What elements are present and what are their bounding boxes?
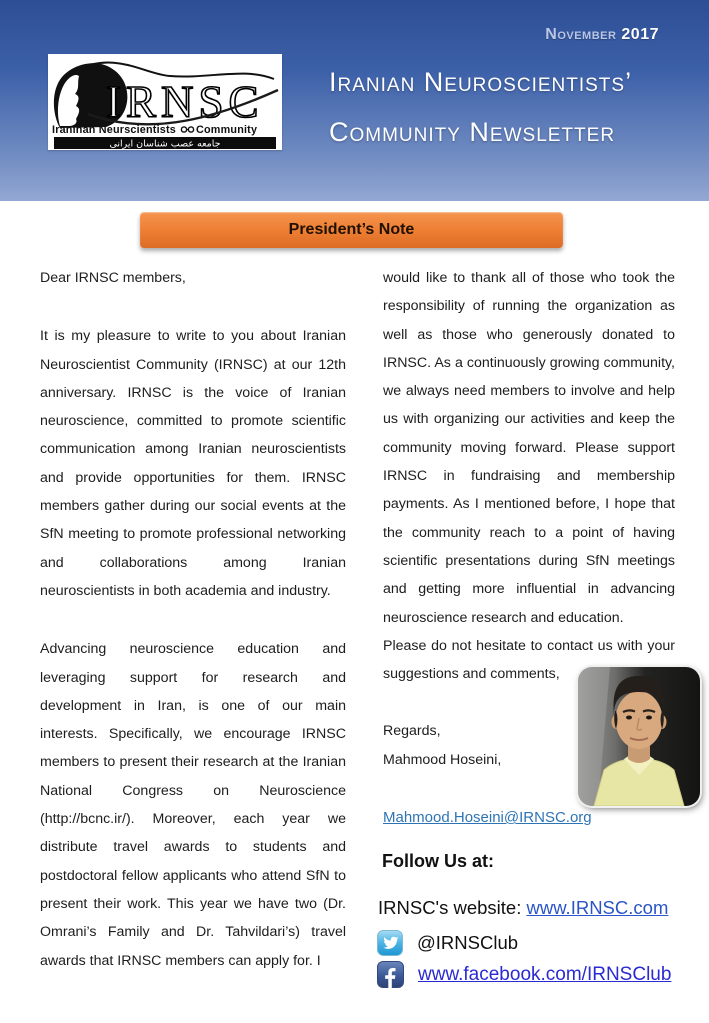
issue-year: 2017 — [621, 26, 659, 43]
president-photo-artwork — [578, 667, 700, 806]
banner-label: President’s Note — [288, 221, 415, 238]
presidents-note-banner — [140, 212, 563, 248]
header — [0, 0, 709, 201]
twitter-icon — [377, 930, 403, 956]
logo-acronym: IRNSC — [106, 77, 264, 127]
paragraph: would like to thank all of those who took the responsibility of running the organization as well as those who generously donated to IRNSC. As a continuously growing community, we always need members to involve and help us with organizing our activities and keep the community moving forward. Please support IRNSC in fundraising and membership payments. As I mentioned before, I hope that the community reach to a point of having scientific presentations during SfN meetings and getting more influential in advancing neuroscience research and education. — [383, 270, 675, 626]
paragraph: It is my pleasure to write to you about Iranian Neuroscientist Community (IRNSC) at our 12th anniversary. IRNSC is the voice of Iranian neuroscience, committed to promote scientific communication among Iranian neuroscientists and provide opportunities for them. IRNSC members gather during our social events at the SfN meeting to promote professional networking and collaborations among Iranian neuroscientists in both academia and industry. — [40, 328, 346, 599]
logo-subtitle-right: Community — [196, 124, 258, 136]
issue-month: November — [545, 26, 617, 43]
salutation: Dear IRNSC members, — [40, 270, 186, 286]
paragraph: Please do not hesitate to contact us with your suggestions and comments, — [383, 637, 675, 683]
newsletter-logo — [48, 54, 282, 150]
title-line-2: Community Newsletter — [329, 117, 616, 147]
regards-line: Regards, — [383, 723, 441, 740]
facebook-link[interactable]: www.facebook.com/IRNSClub — [418, 963, 672, 985]
email-link[interactable]: Mahmood.Hoseini@IRNSC.org — [383, 809, 592, 827]
facebook-icon — [377, 961, 404, 988]
title-line-1: Iranian Neuroscientists’ — [329, 67, 633, 97]
twitter-handle: @IRNSClub — [417, 932, 519, 953]
logo-artwork — [48, 54, 282, 150]
follow-heading: Follow Us at: — [382, 851, 494, 871]
logo-subtitle-left: Iraninan Neurscientists — [52, 124, 177, 136]
signature-line: Mahmood Hoseini, — [383, 751, 502, 768]
paragraph: Advancing neuroscience education and leveraging support for research and development in Iran, is one of our main interests. Specifically, we encourage IRNSC members to present their research at the Iranian National Congress on Neuroscience (http://bcnc.ir/). Moreover, each year we distribute travel awards to students and postdoctoral fellow applicants who attend SfN to present their work. This year we have two (Dr. Omrani’s Family and Dr. Tahvildari’s) travel awards that IRNSC members can apply for. I — [40, 641, 346, 969]
website-link[interactable]: www.IRNSC.com — [526, 897, 669, 918]
facebook-row — [377, 961, 671, 988]
newsletter-title — [329, 57, 632, 157]
issue-date — [545, 26, 659, 44]
website-label: IRNSC's website: — [378, 897, 527, 918]
twitter-row — [377, 930, 518, 956]
logo-persian-text: جامعه عصب شناسان ایرانی — [109, 138, 221, 150]
glasses-icon — [181, 127, 193, 132]
president-photo — [578, 667, 700, 806]
left-column — [40, 264, 346, 1005]
website-line — [378, 897, 668, 919]
